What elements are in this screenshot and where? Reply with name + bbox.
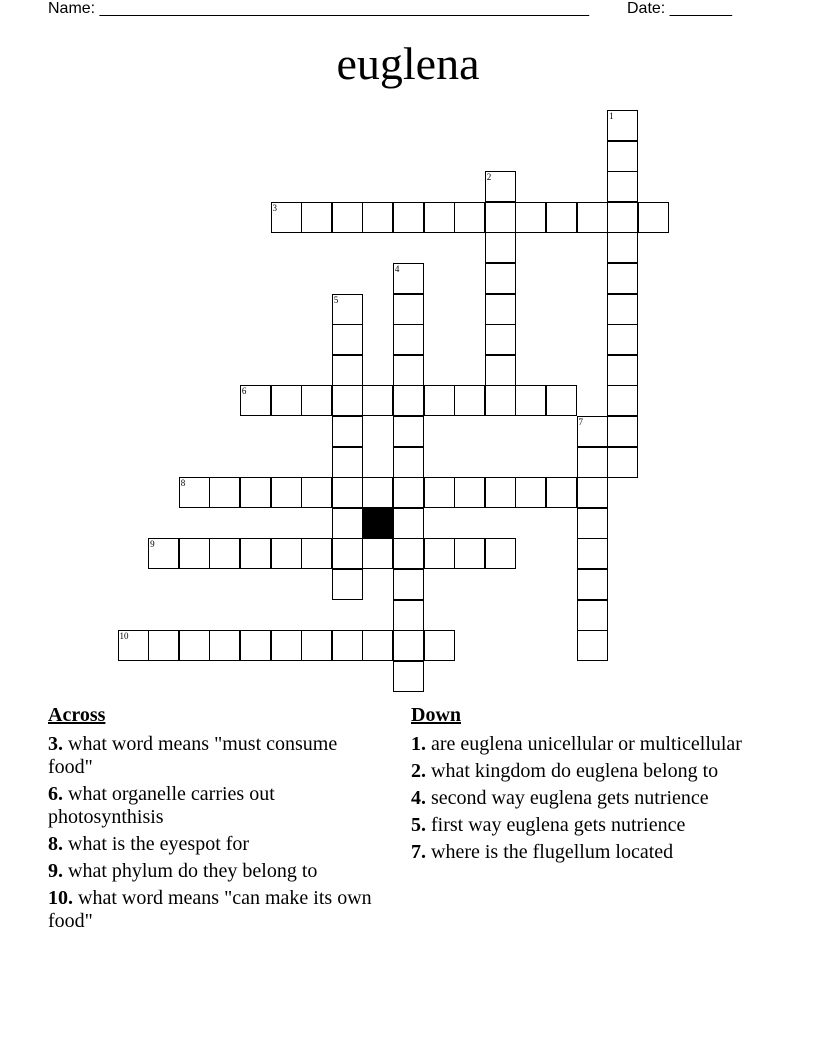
answer-square[interactable] — [393, 324, 424, 355]
answer-square[interactable] — [240, 538, 271, 569]
answer-square[interactable] — [577, 477, 608, 508]
answer-square[interactable] — [332, 508, 363, 539]
answer-square[interactable] — [485, 232, 516, 263]
clue-number: 1 — [609, 111, 614, 121]
answer-square[interactable] — [393, 294, 424, 325]
answer-square[interactable] — [179, 477, 210, 508]
answer-square[interactable] — [332, 294, 363, 325]
answer-square[interactable] — [546, 202, 577, 233]
down-clue-5: 5. first way euglena gets nutrience — [411, 814, 686, 836]
answer-square[interactable] — [209, 538, 240, 569]
answer-square[interactable] — [209, 630, 240, 661]
answer-square[interactable] — [271, 385, 302, 416]
answer-square[interactable] — [577, 538, 608, 569]
answer-square[interactable] — [515, 385, 546, 416]
answer-square[interactable] — [332, 447, 363, 478]
answer-square[interactable] — [393, 600, 424, 631]
clue-number: 5 — [333, 294, 339, 305]
answer-square[interactable] — [607, 232, 638, 263]
across-clue-10: 10. what word means "can make its own food" — [48, 887, 372, 932]
answer-square[interactable] — [301, 538, 332, 569]
down-clue-1: 1. are euglena unicellular or multicellular — [411, 733, 742, 755]
clue-number: 3 — [272, 202, 277, 213]
across-clues — [48, 703, 378, 937]
clue-number: 7 — [578, 417, 583, 427]
down-clues — [411, 703, 751, 868]
answer-square[interactable] — [607, 324, 638, 355]
answer-square[interactable] — [179, 538, 210, 569]
answer-square[interactable] — [638, 202, 669, 233]
clue-number: 8 — [180, 478, 186, 489]
answer-square[interactable] — [577, 447, 608, 478]
across-clue-8: 8. what is the eyespot for — [48, 833, 250, 855]
answer-square[interactable] — [393, 630, 424, 661]
clue-number: 10 — [119, 631, 129, 642]
answer-square[interactable] — [454, 385, 485, 416]
answer-square[interactable] — [209, 477, 240, 508]
answer-square[interactable] — [332, 569, 363, 600]
answer-square[interactable] — [424, 630, 455, 661]
answer-square[interactable] — [362, 538, 393, 569]
answer-square[interactable] — [546, 477, 577, 508]
answer-square[interactable] — [577, 600, 608, 631]
answer-square[interactable] — [332, 416, 363, 447]
answer-square[interactable] — [577, 202, 608, 233]
answer-square[interactable] — [607, 416, 638, 447]
answer-square[interactable] — [332, 355, 363, 386]
answer-square[interactable] — [271, 202, 302, 233]
answer-square[interactable] — [362, 385, 393, 416]
answer-square[interactable] — [607, 171, 638, 202]
answer-square[interactable] — [362, 202, 393, 233]
across-clue-9: 9. what phylum do they belong to — [48, 860, 318, 882]
answer-square[interactable] — [393, 508, 424, 539]
answer-square[interactable] — [393, 538, 424, 569]
name-field-label: Name: _______________________________________________________ — [48, 0, 589, 17]
answer-square[interactable] — [485, 385, 516, 416]
answer-square[interactable] — [393, 385, 424, 416]
answer-square[interactable] — [271, 477, 302, 508]
answer-square[interactable] — [454, 477, 485, 508]
clue-number: 6 — [241, 386, 247, 397]
down-clue-4: 4. second way euglena gets nutrience — [411, 787, 709, 809]
answer-square[interactable] — [485, 202, 516, 233]
answer-square[interactable] — [485, 263, 516, 294]
answer-square[interactable] — [301, 630, 332, 661]
answer-square[interactable] — [240, 630, 271, 661]
answer-square[interactable] — [332, 324, 363, 355]
answer-square[interactable] — [393, 263, 424, 294]
answer-square[interactable] — [607, 385, 638, 416]
answer-square[interactable] — [485, 324, 516, 355]
down-heading: Down — [411, 704, 462, 726]
answer-square[interactable] — [332, 477, 363, 508]
answer-square[interactable] — [118, 630, 149, 661]
across-clue-6: 6. what organelle carries out photosynthisis — [48, 783, 275, 828]
puzzle-title: euglena — [336, 38, 480, 89]
answer-square[interactable] — [607, 141, 638, 172]
answer-square[interactable] — [148, 538, 179, 569]
answer-square[interactable] — [240, 385, 271, 416]
answer-square[interactable] — [393, 202, 424, 233]
answer-square[interactable] — [485, 355, 516, 386]
answer-square[interactable] — [148, 630, 179, 661]
answer-square[interactable] — [546, 385, 577, 416]
answer-square[interactable] — [607, 263, 638, 294]
answer-square[interactable] — [332, 385, 363, 416]
answer-square[interactable] — [485, 477, 516, 508]
answer-square[interactable] — [393, 447, 424, 478]
answer-square[interactable] — [271, 538, 302, 569]
answer-square[interactable] — [393, 355, 424, 386]
black-square — [362, 508, 393, 539]
answer-square[interactable] — [607, 110, 638, 141]
answer-square[interactable] — [362, 477, 393, 508]
answer-square[interactable] — [515, 202, 546, 233]
answer-square[interactable] — [332, 202, 363, 233]
answer-square[interactable] — [607, 294, 638, 325]
answer-square[interactable] — [179, 630, 210, 661]
answer-square[interactable] — [577, 630, 608, 661]
clue-number: 2 — [486, 172, 492, 183]
answer-square[interactable] — [301, 385, 332, 416]
answer-square[interactable] — [577, 508, 608, 539]
answer-square[interactable] — [454, 202, 485, 233]
down-clue-2: 2. what kingdom do euglena belong to — [411, 760, 719, 782]
answer-square[interactable] — [424, 385, 455, 416]
across-heading: Across — [48, 704, 106, 726]
answer-square[interactable] — [424, 477, 455, 508]
answer-square[interactable] — [577, 569, 608, 600]
clue-number: 9 — [150, 539, 155, 550]
answer-square[interactable] — [577, 416, 608, 447]
answer-square[interactable] — [607, 355, 638, 386]
answer-square[interactable] — [301, 202, 332, 233]
answer-square[interactable] — [485, 294, 516, 325]
down-clue-7: 7. where is the flugellum located — [411, 841, 674, 863]
answer-square[interactable] — [454, 538, 485, 569]
clue-number: 4 — [394, 264, 400, 274]
answer-square[interactable] — [607, 447, 638, 478]
across-clue-3: 3. what word means "must consume food" — [48, 733, 338, 778]
answer-square[interactable] — [393, 477, 424, 508]
answer-square[interactable] — [607, 202, 638, 233]
answer-square[interactable] — [332, 538, 363, 569]
answer-square[interactable] — [515, 477, 546, 508]
answer-square[interactable] — [332, 630, 363, 661]
answer-square[interactable] — [240, 477, 271, 508]
answer-square[interactable] — [301, 477, 332, 508]
answer-square[interactable] — [393, 661, 424, 692]
answer-square[interactable] — [485, 538, 516, 569]
answer-square[interactable] — [424, 202, 455, 233]
answer-square[interactable] — [362, 630, 393, 661]
answer-square[interactable] — [424, 538, 455, 569]
answer-square[interactable] — [271, 630, 302, 661]
answer-square[interactable] — [393, 416, 424, 447]
answer-square[interactable] — [485, 171, 516, 202]
date-field-label: Date: _______ — [627, 0, 732, 17]
answer-square[interactable] — [393, 569, 424, 600]
